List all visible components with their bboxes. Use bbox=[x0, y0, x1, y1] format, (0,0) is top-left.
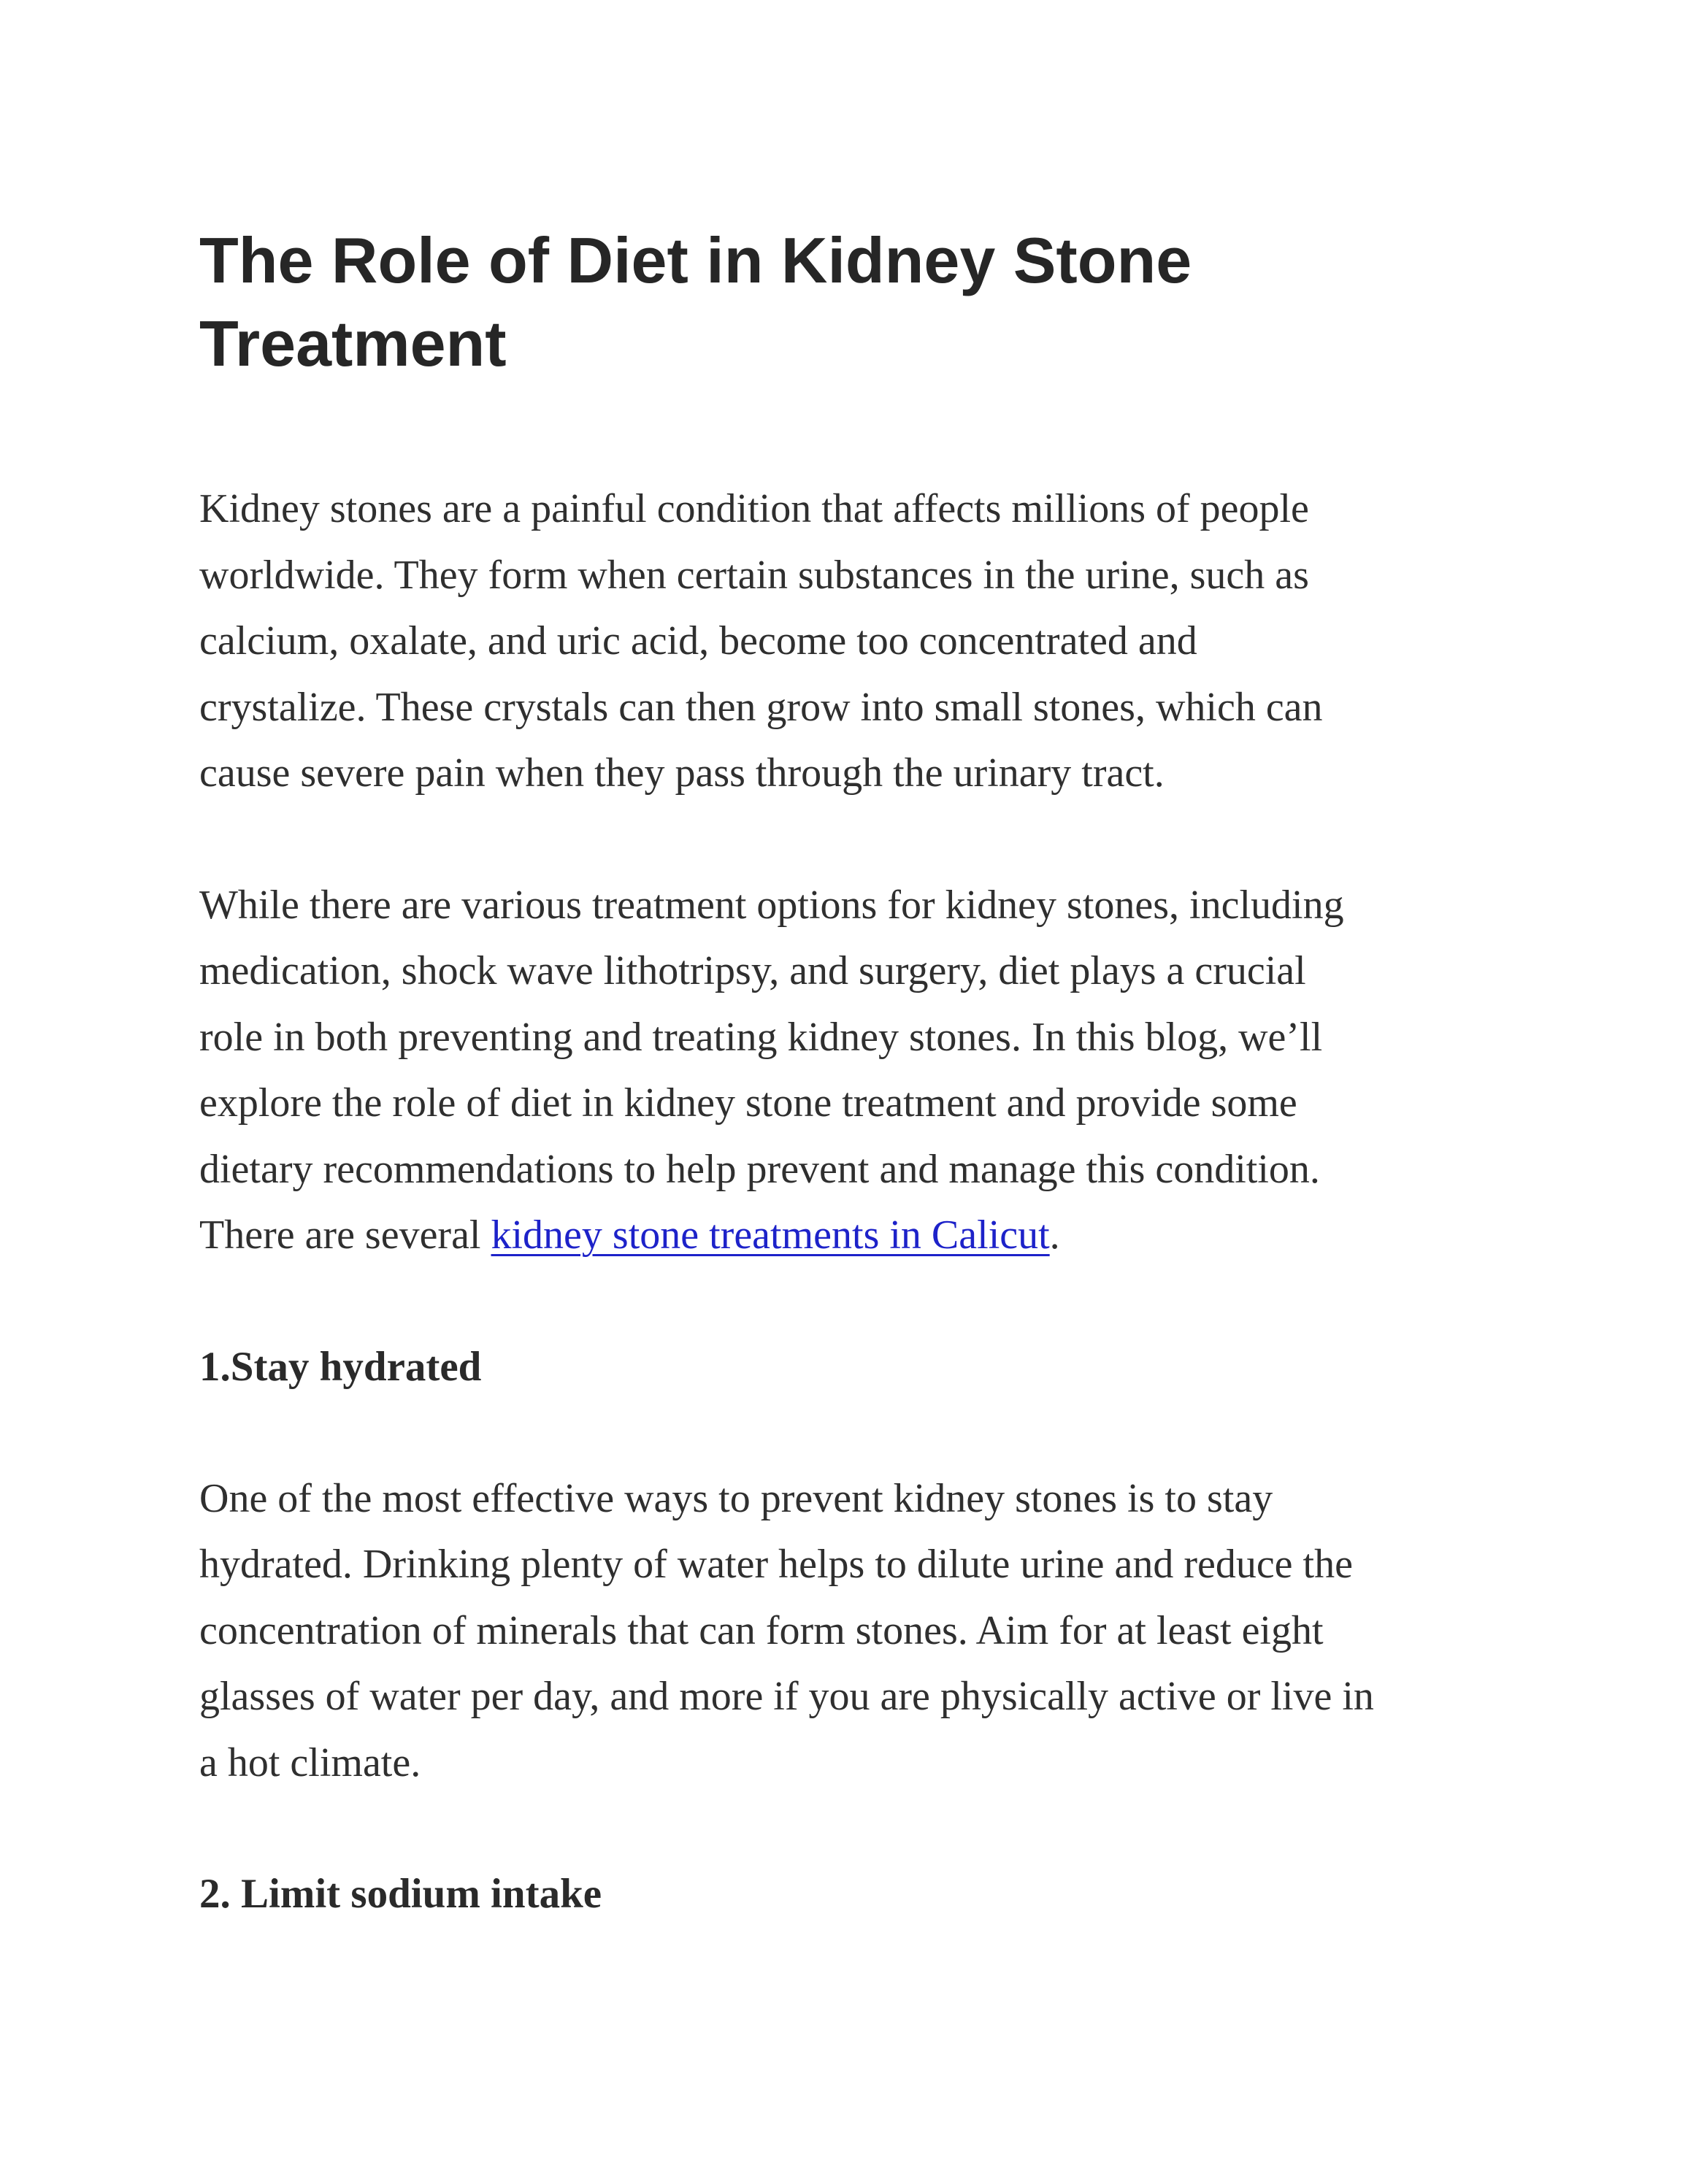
title-line-2: Treatment bbox=[199, 307, 507, 380]
paragraph-line: worldwide. They form when certain substances in the urine, such as bbox=[199, 552, 1309, 598]
paragraph-line: concentration of minerals that can form stones. Aim for at least eight bbox=[199, 1607, 1324, 1653]
paragraph-line: crystalize. These crystals can then grow into small stones, which can bbox=[199, 684, 1323, 730]
paragraph-line: glasses of water per day, and more if you are physically active or live in bbox=[199, 1674, 1374, 1719]
document-content bbox=[199, 219, 1499, 1927]
paragraph-line: medication, shock wave lithotripsy, and surgery, diet plays a crucial bbox=[199, 948, 1306, 993]
intro-paragraph bbox=[199, 476, 1499, 807]
page-title bbox=[199, 219, 1499, 385]
paragraph-line: a hot climate. bbox=[199, 1739, 421, 1785]
paragraph-line: Kidney stones are a painful condition that affects millions of people bbox=[199, 486, 1309, 531]
paragraph-line-suffix: . bbox=[1049, 1212, 1060, 1258]
paragraph-line: hydrated. Drinking plenty of water helps to dilute urine and reduce the bbox=[199, 1542, 1353, 1587]
paragraph-line: dietary recommendations to help prevent and manage this condition. bbox=[199, 1146, 1320, 1192]
paragraph-line: One of the most effective ways to prevent kidney stones is to stay bbox=[199, 1475, 1273, 1521]
section-heading-stay-hydrated: 1.Stay hydrated bbox=[199, 1343, 482, 1390]
hydration-paragraph bbox=[199, 1466, 1499, 1796]
paragraph-line: calcium, oxalate, and uric acid, become too concentrated and bbox=[199, 618, 1197, 664]
treatment-paragraph bbox=[199, 872, 1499, 1269]
paragraph-line-prefix: There are several bbox=[199, 1212, 491, 1258]
kidney-stone-treatments-link[interactable]: kidney stone treatments in Calicut bbox=[491, 1212, 1050, 1258]
paragraph-line: explore the role of diet in kidney stone treatment and provide some bbox=[199, 1080, 1297, 1126]
paragraph-line: While there are various treatment options for kidney stones, including bbox=[199, 882, 1344, 928]
title-line-1: The Role of Diet in Kidney Stone bbox=[199, 224, 1192, 296]
paragraph-line: role in both preventing and treating kidney stones. In this blog, we’ll bbox=[199, 1014, 1323, 1060]
paragraph-line: cause severe pain when they pass through the urinary tract. bbox=[199, 750, 1165, 796]
section-heading-limit-sodium: 2. Limit sodium intake bbox=[199, 1871, 602, 1917]
